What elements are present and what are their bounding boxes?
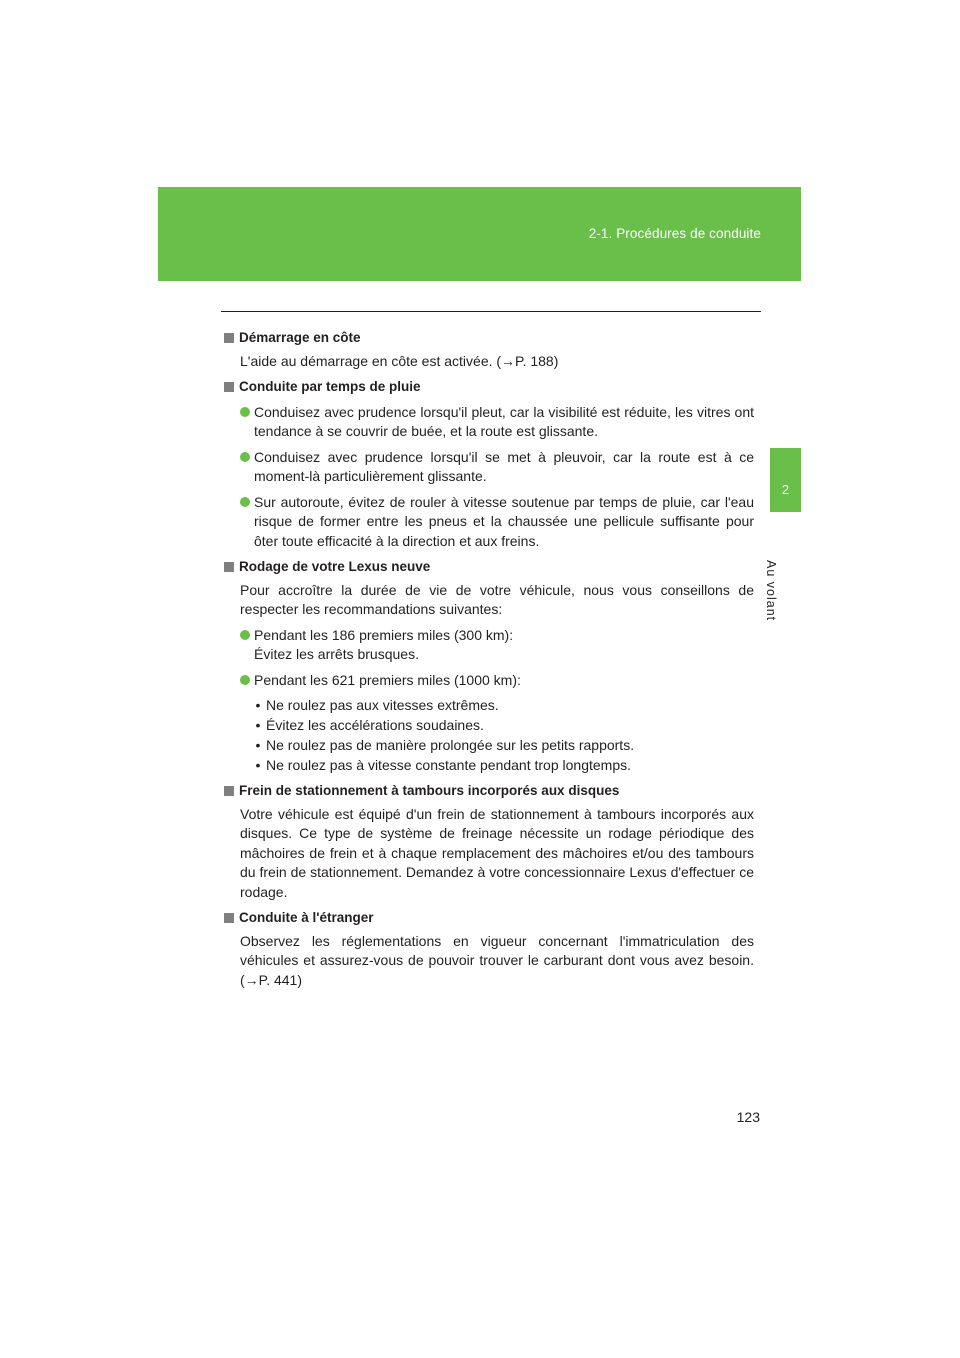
- list-item: [240, 493, 754, 552]
- small-dot-icon: •: [255, 757, 261, 773]
- sub-list-item: [250, 735, 754, 755]
- small-dot-icon: •: [255, 717, 261, 733]
- chapter-title: 2-1. Procédures de conduite: [588, 226, 761, 241]
- chapter-tab-number: 2: [781, 482, 790, 497]
- section-title: Démarrage en côte: [239, 330, 361, 345]
- section-title: Conduite par temps de pluie: [239, 379, 421, 394]
- paragraph: Observez les réglementations en vigueur concernant l'immatriculation des véhicules et assurez-vous de pouvoir trouver le carburant dont vous avez besoin. (→P. 441): [240, 932, 754, 988]
- list-item-line: Pendant les 186 premiers miles (300 km):: [254, 626, 514, 643]
- section-heading: [224, 377, 754, 397]
- chapter-side-label: Au volant: [764, 560, 778, 622]
- list-item: [240, 626, 754, 665]
- square-bullet-icon: [224, 382, 234, 392]
- list-item-text: Conduisez avec prudence lorsqu'il se met à pleuvoir, car la route est à ce moment-là particulièrement glissante.: [254, 448, 754, 484]
- page-content: [224, 328, 754, 990]
- paragraph: L'aide au démarrage en côte est activée. (→P. 188): [240, 352, 559, 369]
- list-item: [240, 671, 754, 691]
- circle-bullet-icon: [240, 497, 250, 507]
- section-title: Frein de stationnement à tambours incorporés aux disques: [239, 783, 620, 798]
- paragraph: Pour accroître la durée de vie de votre véhicule, nous vous conseillons de respecter les recommandations suivantes:: [240, 581, 754, 617]
- square-bullet-icon: [224, 913, 234, 923]
- page-number: 123: [736, 1109, 760, 1125]
- sub-list-item-text: Ne roulez pas de manière prolongée sur les petits rapports.: [266, 737, 635, 753]
- square-bullet-icon: [224, 786, 234, 796]
- list-item: [240, 403, 754, 442]
- list-item: [240, 448, 754, 487]
- small-dot-icon: •: [255, 697, 261, 713]
- section-heading: [224, 781, 754, 801]
- list-item-text: Pendant les 621 premiers miles (1000 km):: [254, 671, 521, 688]
- section-title: Conduite à l'étranger: [239, 910, 374, 925]
- section-heading: [224, 908, 754, 928]
- circle-bullet-icon: [240, 407, 250, 417]
- sub-list-item-text: Évitez les accélérations soudaines.: [266, 717, 484, 733]
- section-heading: [224, 328, 754, 348]
- section-title: Rodage de votre Lexus neuve: [239, 559, 431, 574]
- sub-list-item-text: Ne roulez pas à vitesse constante pendant trop longtemps.: [266, 757, 631, 773]
- circle-bullet-icon: [240, 675, 250, 685]
- chapter-header-band: [158, 187, 801, 281]
- circle-bullet-icon: [240, 630, 250, 640]
- square-bullet-icon: [224, 333, 234, 343]
- chapter-tab: [770, 448, 801, 512]
- sub-list-item: [250, 715, 754, 735]
- list-item-text: Conduisez avec prudence lorsqu'il pleut, car la visibilité est réduite, les vitres ont tendance à se couvrir de buée, et la route est glissante.: [254, 403, 754, 439]
- square-bullet-icon: [224, 562, 234, 572]
- list-item-text: [254, 626, 754, 665]
- circle-bullet-icon: [240, 452, 250, 462]
- list-item-line: Évitez les arrêts brusques.: [254, 646, 419, 662]
- sub-list: [250, 695, 754, 775]
- list-item-text: Sur autoroute, évitez de rouler à vitesse soutenue par temps de pluie, car l'eau risque de former entre les pneus et la chaussée une pellicule suffisante pour ôter toute efficacité à la direction et aux freins.: [254, 493, 754, 549]
- paragraph: Votre véhicule est équipé d'un frein de stationnement à tambours incorporés aux disques. Ce type de système de freinage nécessite un rodage périodique des mâchoires de frein et à chaque remplacement des mâchoires et/ou des tambours du frein de stationnement. Demandez à votre concessionnaire Lexus d'effectuer ce rodage.: [240, 805, 754, 900]
- sub-list-item: [250, 695, 754, 715]
- sub-list-item-text: Ne roulez pas aux vitesses extrêmes.: [266, 697, 499, 713]
- sub-list-item: [250, 755, 754, 775]
- small-dot-icon: •: [255, 737, 261, 753]
- section-heading: [224, 557, 754, 577]
- header-rule: [221, 311, 761, 312]
